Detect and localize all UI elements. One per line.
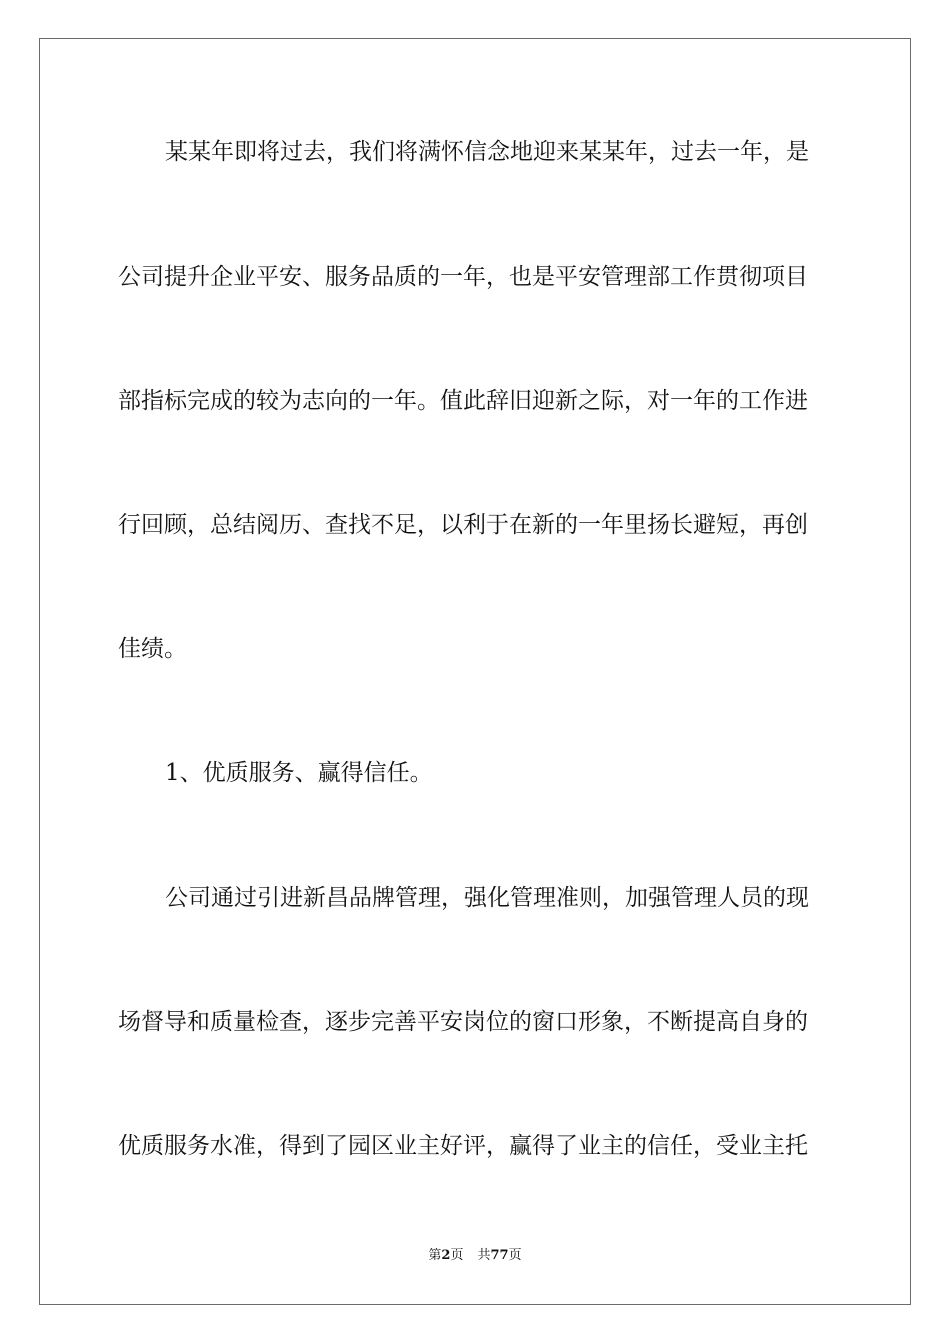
page-border <box>39 38 911 1305</box>
paragraph-line: 佳绩。 <box>118 636 187 662</box>
paragraph-line: 某某年即将过去，我们将满怀信念地迎来某某年，过去一年，是 <box>165 139 809 165</box>
paragraph-line: 场督导和质量检查，逐步完善平安岗位的窗口形象，不断提高自身的 <box>118 1009 808 1035</box>
section-heading: 1、优质服务、赢得信任。 <box>165 760 433 786</box>
current-page-number: 2 <box>441 1248 451 1263</box>
footer-page-word: 页 <box>450 1248 464 1263</box>
paragraph-line: 公司提升企业平安、服务品质的一年，也是平安管理部工作贯彻项目 <box>118 264 808 290</box>
total-pages-number: 77 <box>490 1248 509 1263</box>
page-footer <box>0 1247 950 1265</box>
paragraph-line: 公司通过引进新昌品牌管理，强化管理准则，加强管理人员的现 <box>165 885 809 911</box>
footer-prefix: 第 <box>428 1248 442 1263</box>
paragraph-line: 优质服务水准，得到了园区业主好评，赢得了业主的信任，受业主托 <box>118 1133 808 1159</box>
paragraph-line: 部指标完成的较为志向的一年。值此辞旧迎新之际，对一年的工作进 <box>118 388 808 414</box>
footer-total-word: 页 <box>508 1248 522 1263</box>
paragraph-line: 行回顾，总结阅历、查找不足，以利于在新的一年里扬长避短，再创 <box>118 512 808 538</box>
footer-total-prefix: 共 <box>477 1248 491 1263</box>
